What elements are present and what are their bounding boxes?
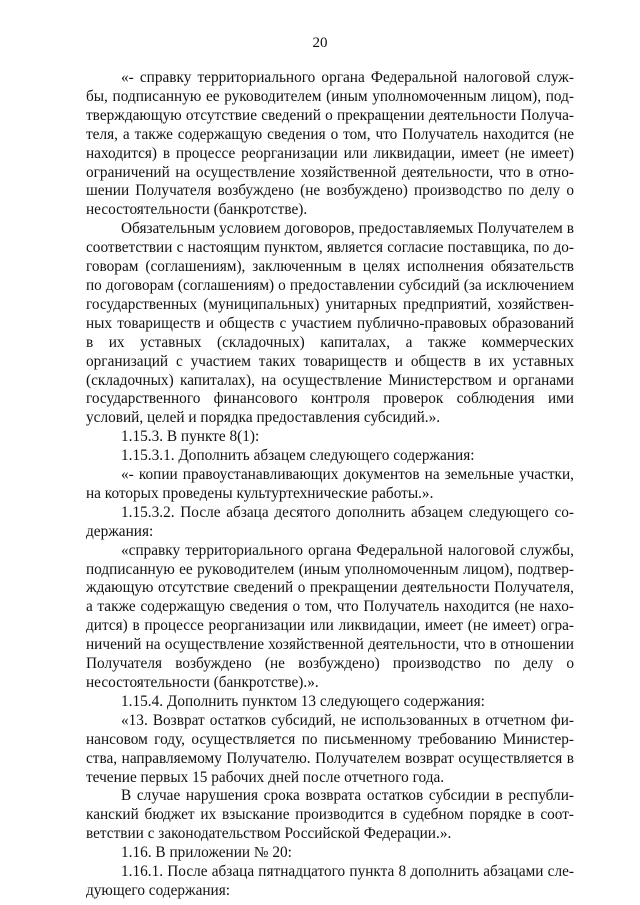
paragraph-return-deadline-violation: В случае нарушения срока возврата остатков субсидии в республиканский бюджет их взыскание производится в судебном порядке в соответствии с законодательством Российской Федерации.». [86, 787, 574, 843]
page-number: 20 [312, 35, 328, 51]
paragraph-1-15-3-2: 1.15.3.2. После абзаца десятого дополнить абзацем следующего содержания: [86, 503, 574, 540]
paragraph-mandatory-condition: Обязательным условием договоров, предоставляемых Получателем в соответствии с настоящим пунктом, является согласие поставщика, по договорам (соглашениям), заключенным в целях исполнения обязательств по договорам (соглашениям) о предоставлении субсидий (за исключением государственных (муниципальных) унитарных предприятий, хозяйственных товариществ и обществ с участием публично-правовых образований в их уставных (складочных) капиталах, а также коммерческих организаций с участием таких товариществ и обществ в их уставных (складочных) капиталах), на осуществление Министерством и органами государственного финансового контроля проверок соблюдения ими условий, целей и порядка предоставления субсидий.». [86, 220, 574, 427]
paragraph-land-documents: «- копии правоустанавливающих документов на земельные участки, на которых проведены культуртехнические работы.». [86, 466, 574, 502]
paragraph-tax-certificate-quote: «справку территориального органа Федеральной налоговой службы, подписанную ее руководителем (иным уполномоченным лицом), подтверждающую отсутствие сведений о прекращении деятельности Получателя, а также содержащую сведения о том, что Получатель находится (не находится) в процессе реорганизации или ликвидации, имеет (не имеет) ограничений на осуществление хозяйственной деятельности, что в отношении Получателя возбуждено (не возбуждено) производство по делу о несостоятельности (банкротстве).». [86, 541, 574, 691]
paragraph-item-13-return: «13. Возврат остатков субсидий, не использованных в отчетном финансовом году, осуществляется по письменному требованию Министерства, направляемому Получателю. Получателем возврат осуществляется в течение первых 15 рабочих дней после отчетного года. [86, 711, 574, 786]
paragraph-1-15-4: 1.15.4. Дополнить пунктом 13 следующего содержания: [121, 692, 485, 710]
paragraph-1-15-3: 1.15.3. В пункте 8(1): [121, 428, 260, 446]
document-body [86, 69, 574, 901]
paragraph-1-16: 1.16. В приложении № 20: [121, 844, 292, 862]
paragraph-tax-certificate-item: «- справку территориального органа Федеральной налоговой службы, подписанную ее руководителем (иным уполномоченным лицом), подтверждающую отсутствие сведений о прекращении деятельности Получателя, а также содержащую сведения о том, что Получатель находится (не находится) в процессе реорганизации или ликвидации, имеет (не имеет) ограничений на осуществление хозяйственной деятельности, что в отношении Получателя возбуждено (не возбуждено) производство по делу о несостоятельности (банкротстве). [86, 69, 574, 219]
paragraph-1-16-1: 1.16.1. После абзаца пятнадцатого пункта 8 дополнить абзацами следующего содержания: [86, 863, 574, 899]
paragraph-1-15-3-1: 1.15.3.1. Дополнить абзацем следующего содержания: [121, 447, 475, 465]
